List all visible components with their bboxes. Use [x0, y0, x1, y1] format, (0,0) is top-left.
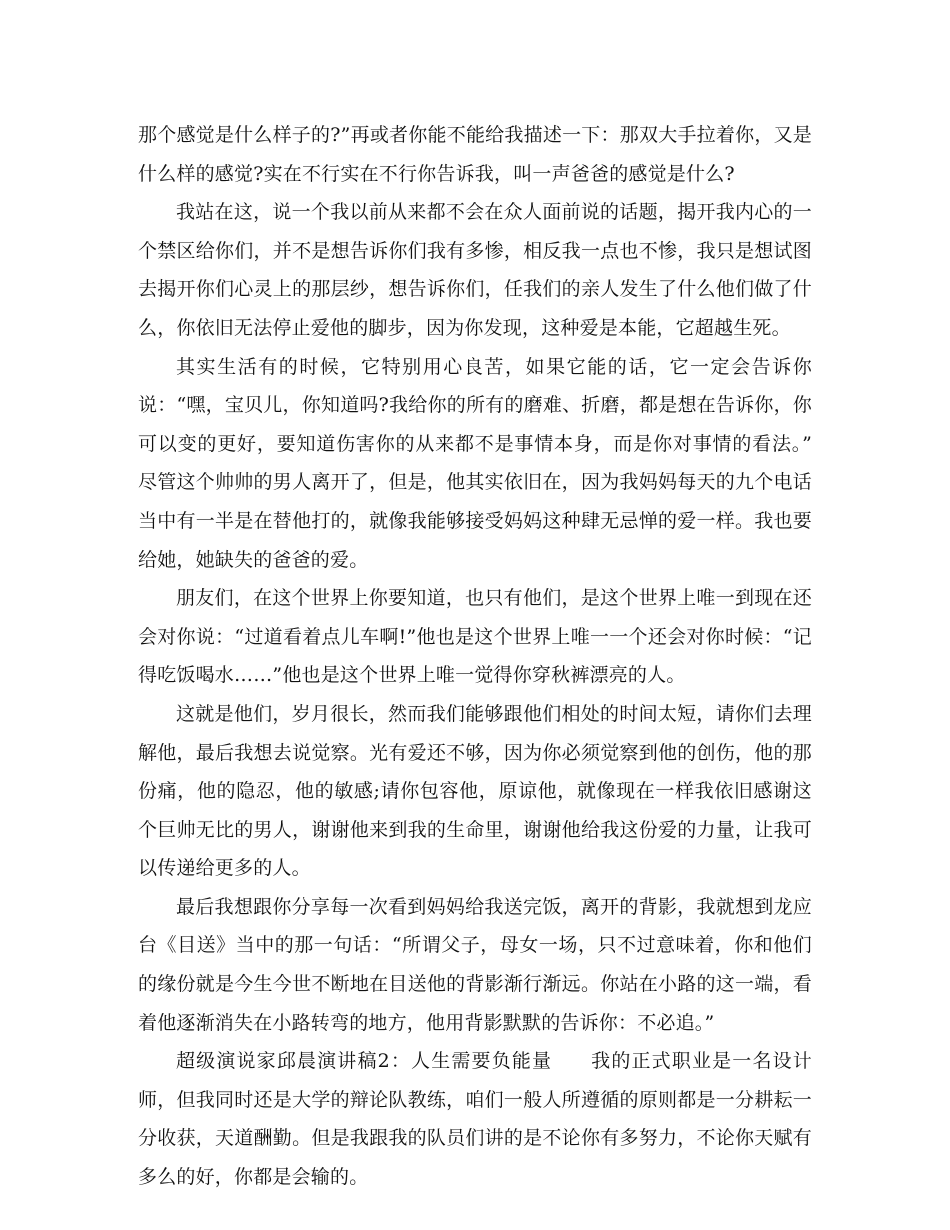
paragraph-1-text: 那个感觉是什么样子的?”再或者你能不能给我描述一下：那双大手拉着你，又是什么样的感觉?实在不行实在不行你告诉我，叫一声爸爸的感觉是什么?: [138, 124, 812, 185]
paragraph-6: [138, 888, 812, 1042]
paragraph-2-text: 我站在这，说一个我以前从来都不会在众人面前说的话题，揭开我内心的一个禁区给你们，并不是想告诉你们我有多惨，相反我一点也不惨，我只是想试图去揭开你们心灵上的那层纱，想告诉你们，任我们的亲人发生了什么他们做了什么，你依旧无法停止爱他的脚步，因为你发现，这种爱是本能，它超越生死。: [138, 201, 812, 339]
paragraph-3: [138, 348, 812, 580]
paragraph-7: [138, 1042, 812, 1196]
paragraph-7-text: 我的正式职业是一名设计师，但我同时还是大学的辩论队教练，咱们一般人所遵循的原则都是一分耕耘一分收获，天道酬勤。但是我跟我的队员们讲的是不论你有多努力，不论你天赋有多么的好，你都是会输的。: [138, 1050, 813, 1189]
section-heading: 超级演说家邱晨演讲稿2：人生需要负能量: [176, 1050, 553, 1073]
paragraph-4-text: 朋友们，在这个世界上你要知道，也只有他们，是这个世界上唯一到现在还会对你说：“过道看着点儿车啊!”他也是这个世界上唯一一个还会对你时候：“记得吃饭喝水……”他也是这个世界上唯一觉得你穿秋裤漂亮的人。: [138, 587, 812, 687]
paragraph-3-text: 其实生活有的时候，它特别用心良苦，如果它能的话，它一定会告诉你说：“嘿，宝贝儿，你知道吗?我给你的所有的磨难、折磨，都是想在告诉你，你可以变的更好，要知道伤害你的从来都不是事情本身，而是你对事情的看法。” 尽管这个帅帅的男人离开了，但是，他其实依旧在，因为我妈妈每天的九个电话当中有一半是在替他打的，就像我能够接受妈妈这种肆无忌惮的爱一样。我也要给她，她缺失的爸爸的爱。: [138, 355, 812, 571]
document-body: [138, 116, 812, 1197]
paragraph-1: [138, 116, 812, 193]
paragraph-5-text: 这就是他们，岁月很长，然而我们能够跟他们相处的时间太短，请你们去理解他，最后我想去说觉察。光有爱还不够，因为你必须觉察到他的创伤，他的那份痛，他的隐忍，他的敏感;请你包容他，原谅他，就像现在一样我依旧感谢这个巨帅无比的男人，谢谢他来到我的生命里，谢谢他给我这份爱的力量，让我可以传递给更多的人。: [138, 702, 812, 880]
paragraph-4: [138, 579, 812, 695]
paragraph-2: [138, 193, 812, 347]
paragraph-5: [138, 695, 812, 888]
paragraph-6-text: 最后我想跟你分享每一次看到妈妈给我送完饭，离开的背影，我就想到龙应台《目送》当中的那一句话：“所谓父子，母女一场，只不过意味着，你和他们的缘份就是今生今世不断地在目送他的背影渐行渐远。你站在小路的这一端，看着他逐渐消失在小路转弯的地方，他用背影默默的告诉你：不必追。”: [138, 895, 812, 1034]
